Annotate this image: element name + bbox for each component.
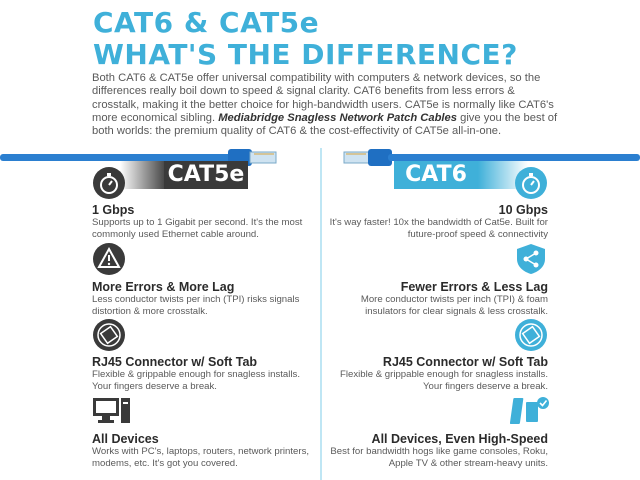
stopwatch-icon	[514, 166, 548, 200]
center-divider	[320, 148, 322, 480]
cat5e-devices-title: All Devices	[92, 432, 159, 446]
cat5e-errors-desc: Less conductor twists per inch (TPI) risks signals distortion & more crosstalk.	[92, 294, 300, 317]
stopwatch-icon	[92, 166, 126, 200]
warning-icon	[92, 242, 126, 276]
cat6-errors-desc: More conductor twists per inch (TPI) & foam insulators for clear signals & less crosstalk.	[360, 294, 548, 317]
cat6-label: CAT6	[394, 161, 478, 189]
cat6-connector-title: RJ45 Connector w/ Soft Tab	[382, 355, 548, 369]
title-line-1: CAT6 & CAT5e	[93, 6, 320, 39]
intro-text-2: give you the best of both worlds: the premium quality of CAT6 & the cost-effectivity of CAT5e all-in-one.	[92, 111, 558, 138]
desktop-computer-icon	[92, 394, 132, 428]
cat5e-connector-desc: Flexible & grippable enough for snagless installs. Your fingers deserve a break.	[92, 369, 300, 392]
cat6-speed-title: 10 Gbps	[498, 203, 548, 217]
cat5e-speed-title: 1 Gbps	[92, 203, 135, 217]
brand-name: Mediabridge Snagless Network Patch Cables	[218, 111, 457, 124]
cat6-devices-desc: Best for bandwidth hogs like game consoles, Roku, Apple TV & other stream-heavy units.	[330, 446, 548, 469]
cat5e-speed-desc: Supports up to 1 Gigabit per second. It's the most commonly used Ethernet cable around.	[92, 217, 303, 240]
cat6-connector-desc: Flexible & grippable enough for snagless installs. Your fingers deserve a break.	[340, 369, 548, 392]
connector-icon	[92, 318, 126, 352]
intro-paragraph	[92, 72, 562, 138]
cat5e-connector-title: RJ45 Connector w/ Soft Tab	[92, 355, 258, 369]
shield-share-icon	[514, 242, 548, 276]
cat6-devices-title: All Devices, Even High-Speed	[371, 432, 548, 446]
cat5e-label: CAT5e	[164, 161, 248, 189]
game-console-icon	[510, 394, 550, 428]
intro-text-1: Both CAT6 & CAT5e offer universal compatibility with computers & network devices, so the differences really boil down to speed & signal clarity. CAT6 benefits from less errors & crosstalk, making it the better choice for high-bandwidth users. CAT5e is normally like CAT6's more economical sibling.	[92, 72, 554, 124]
cat6-speed-desc: It's way faster! 10x the bandwidth of Cat5e. Built for future-proof speed & connectivity	[329, 217, 548, 240]
cat6-errors-title: Fewer Errors & Less Lag	[400, 280, 548, 294]
cat5e-label-fade	[120, 161, 168, 189]
cat5e-devices-desc: Works with PC's, laptops, routers, network printers, modems, etc. It's got you covered.	[92, 446, 310, 469]
cat5e-errors-title: More Errors & More Lag	[92, 280, 235, 294]
connector-icon	[514, 318, 548, 352]
title-line-2: WHAT'S THE DIFFERENCE?	[93, 38, 518, 71]
